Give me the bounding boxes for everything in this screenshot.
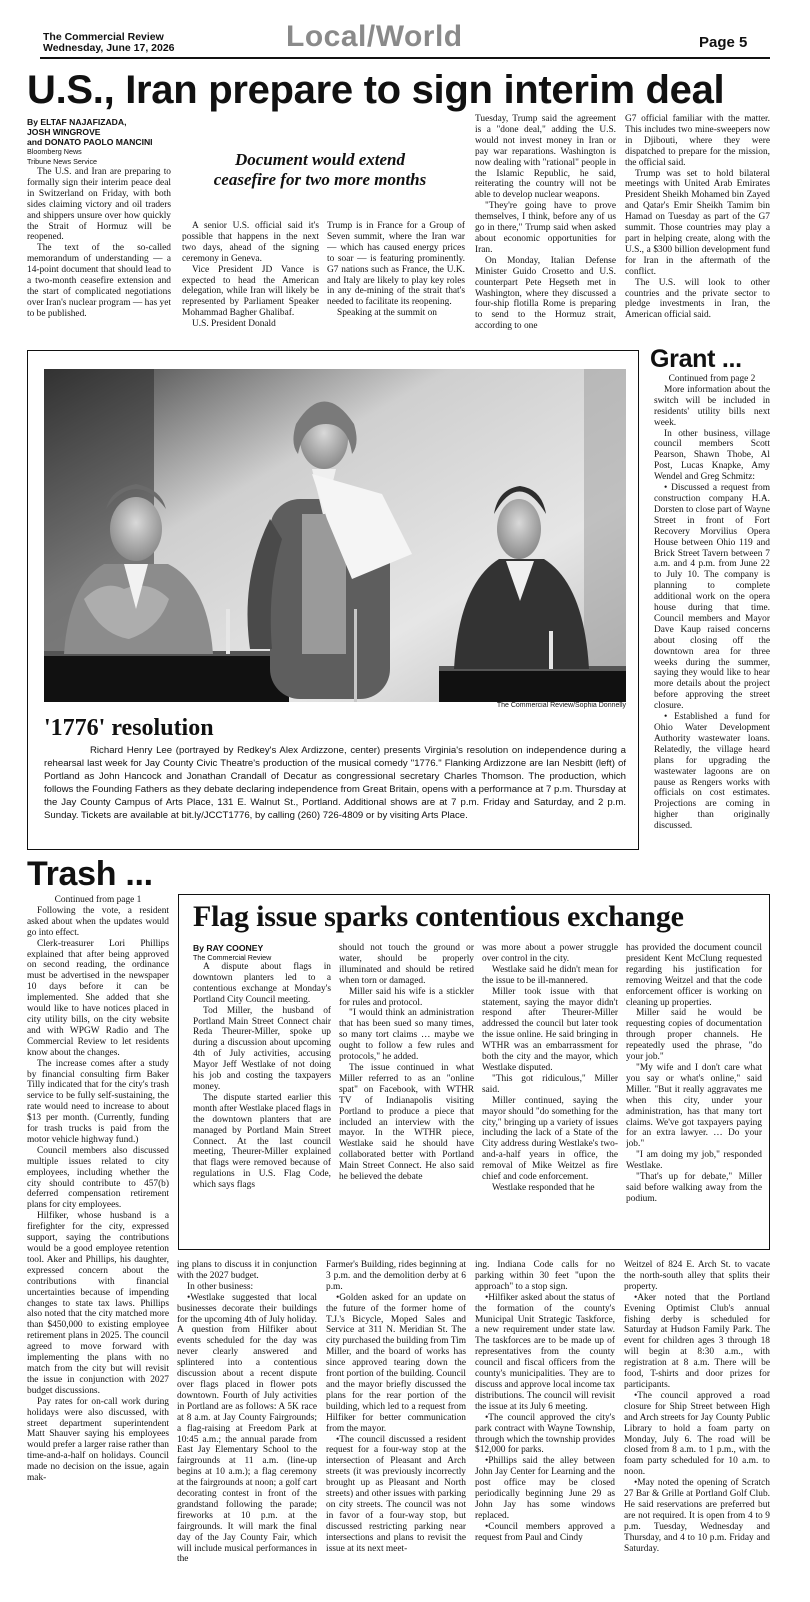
lead-headline: U.S., Iran prepare to sign interim deal	[27, 68, 725, 112]
paragraph: More information about the switch will be included in residents' utility bills next week.	[654, 384, 770, 428]
paragraph: Pay rates for on-call work during holidays were also discussed, with street department superintendent Matt Shauver saying his employees would prefer a larger raise rather than time-and-a-half on holidays. Council made no decision on the issue, again mak-	[27, 1396, 169, 1484]
paragraph: Trump is in France for a Group of Seven summit, where the Iran war — which has caused energy prices to soar — is featuring prominently. G7 nations such as France, the U.K. and Italy are likely to play key roles in any de-mining of the strait that's needed to facilitate its reopening.	[327, 221, 465, 308]
paragraph: •Westlake suggested that local businesses decorate their buildings for the upcoming 4th of July holiday. A question from Hilfiker about events scheduled for the day was never clearly answered and splintered into a contentious discussion about a recent dispute over flags placed in flower pots downtown. Fourth of July activities in Portland are as follows: A 5K race at 8 a.m. at Jay County Fairgrounds; a flag-raising at Freedom Park at 10:45 a.m.; the annual parade from East Jay Elementary School to the fairgrounds at 11 a.m. (line-up begins at 10 a.m.); a flag ceremony at the fairgrounds at noon; a golf cart decorating contest in front of the grandstand following the parade; fireworks at 10 p.m. at the fairgrounds. It will mark the final day of the Jay County Fair, which will include musical performances in the	[177, 1292, 317, 1565]
paragraph: •Hilfiker asked about the status of the formation of the county's Municipal Unit Strategic Taskforce, a new requirement under state law. The taskforces are to be made up of representatives from the county council and fiscal officers from the county's municipalities. They are to discuss and approve local income tax distributions. The council will revisit the issue at its July 6 meeting.	[475, 1292, 615, 1412]
paragraph: •Council members approved a request from Paul and Cindy	[475, 1521, 615, 1543]
lead-col-3	[327, 221, 465, 337]
paragraph: was more about a power struggle over control in the city.	[482, 943, 618, 964]
lead-col-4	[475, 114, 616, 337]
paragraph: Speaking at the summit on	[337, 308, 437, 319]
paragraph: ing plans to discuss it in conjunction with the 2027 budget.	[177, 1260, 317, 1281]
trash-col-4	[475, 1260, 615, 1573]
paragraph: Miller continued, saying the mayor should "do something for the city," bringing up a variety of issues including the lack of a State of the City address during Westlake's two-and-a-half years in office, the removal of Mike Weitzel as fire chief and code enforcement.	[482, 1095, 618, 1183]
paragraph: The text of the so-called memorandum of understanding — a 14-point document that should lead to a two-month ceasefire extension and the start of complicated negotiations over Iran's nuclear program — has yet to be published.	[27, 243, 171, 319]
paragraph: should not touch the ground or water, should be properly illuminated and should be retired when torn or damaged.	[339, 943, 474, 986]
byline-name-1: By ELTAF NAJAFIZADA,	[27, 117, 127, 127]
paragraph: •The council discussed a resident request for a four-way stop at the intersection of Pleasant and Arch streets (it was previously incorrectly brought up as Pleasant and North streets) and other issues with parking on city streets. The council was not in favor of a four-way stop, but discussed restricting parking near intersections and plans to revisit the issue at its next meet-	[326, 1434, 466, 1554]
rehearsal-photo	[44, 369, 626, 702]
paragraph: In other business, village council members Scott Pearson, Shawn Thobe, Al Post, Lucas Knapke, Amy Wendel and Greg Schmitz:	[654, 428, 770, 483]
paragraph: The U.S. and Iran are preparing to formally sign their interim peace deal in Switzerland on Friday, with both sides claiming victory and oil traders and shippers unsure over how quickly the Strait of Hormuz will be reopened.	[27, 167, 171, 243]
paragraph: "That's up for debate," Miller said before walking away from the podium.	[626, 1172, 762, 1204]
byline-org-2: Tribune News Service	[27, 157, 98, 166]
masthead-rule	[40, 57, 770, 59]
paragraph: The increase comes after a study by financial consulting firm Baker Tilly indicated that for the city's trash service to be fully self-sustaining, the rate would need to increase to about $13 per month. (Currently, funding for trash trucks is paid from the motor vehicle highway fund.)	[27, 1058, 169, 1145]
paragraph: "This got ridiculous," Miller said.	[482, 1073, 618, 1095]
paragraph: Weitzel of 824 E. Arch St. to vacate the north-south alley that splits their property.	[624, 1260, 770, 1292]
paragraph: Westlake said he didn't mean for the issue to be ill-mannered.	[482, 964, 618, 986]
paragraph: "I would think an administration that has been sued so many times, so many tort claims … maybe we ought to follow a few rules and protocols," he added.	[339, 1008, 474, 1063]
paragraph: "They're going have to prove themselves, I think, before any of us go in there," Trump said when asked about economic opportunities for Iran.	[475, 201, 616, 255]
flag-headline: Flag issue sparks contentious exchange	[193, 900, 684, 933]
grant-headline: Grant ...	[650, 345, 742, 373]
paragraph: •The council approved a road closure for Ship Street between High and Arch streets for Jay County Public Library to hold a foam party on Monday, July 6. The road will be closed from 8 a.m. to 1 p.m., with the foam party scheduled for 10 a.m. to noon.	[624, 1390, 770, 1478]
paragraph: G7 official familiar with the matter. This includes two mine-sweepers now in Djibouti, where they were dispatched to prepare for the mission, the official said.	[625, 114, 770, 168]
paragraph: Council members also discussed multiple issues related to city employees, including whether the city should contribute to 457(b) deferred compensation retirement plans for city employees.	[27, 1145, 169, 1211]
paragraph: Miller said he would be requesting copies of documentation through proper channels. He repeatedly used the phrase, "do your job."	[626, 1008, 762, 1063]
paragraph: Hilfiker, whose husband is a firefighter for the city, expressed support, saying the contributions would be a good employee retention tool. Aker and Phillips, his daughter, expressed concern about the contributions with financial uncertainties because of impending changes to state tax laws. Phillips also noted that the city matched more than $450,000 to existing employee retirement plans in 2025. The council agreed to move forward with implementing the plans with no match from the city but will revisit the issue in conjunction with 2027 budget discussions.	[27, 1211, 169, 1396]
deck-line-2: ceasefire for two more months	[213, 170, 427, 189]
paragraph: •Golden asked for an update on the future of the former home of T.J.'s Bicycle, Moped Sales and Service at 311 N. Meridian St. The city purchased the building from Tim Miller, and the board of works has since approved tearing down the front portion of the building. Council and the mayor briefly discussed the plans for the rear portion of the building, which led to a request from Hilfiker for better communication from the mayor.	[326, 1292, 466, 1434]
paragraph: Tod Miller, the husband of Portland Main Street Connect chair Reda Theurer-Miller, spoke up during a discussion about upcoming 4th of July activities, accusing Mayor Jeff Westlake of not doing his job and costing the taxpayers money.	[193, 1005, 331, 1092]
trash-col-1	[27, 895, 169, 1573]
trash-col-2	[177, 1260, 317, 1573]
continued-line: Continued from page 2	[668, 374, 756, 384]
paragraph: In other business:	[187, 1281, 254, 1292]
paragraph: "My wife and I don't care what you say or what's online," said Miller. "But it really aggravates me when this city, under your administration, has that many tort claims. We've got taxpayers paying for an extra lawyer. … Do your job."	[626, 1062, 762, 1150]
paragraph: Trump was set to hold bilateral meetings with United Arab Emirates President Sheikh Mohamed bin Zayed and Qatar's Emir Sheikh Tamim bin Hamad on Tuesday as part of the G7 summit. Those countries may play a part in helping create, along with the U.S., a $300 billion development fund for Iran in the aftermath of the conflict.	[625, 168, 770, 277]
lead-byline	[27, 117, 177, 167]
paragraph: ing. Indiana Code calls for no parking within 30 feet "upon the approach" to a stop sign.	[475, 1260, 615, 1292]
trash-col-3	[326, 1260, 466, 1573]
lead-col-1	[27, 167, 171, 337]
paragraph: has provided the document council president Kent McClung requested regarding his justification for removing Weitzel and that the code enforcement officer is working on cleaning up properties.	[626, 943, 762, 1008]
photo-caption: Richard Henry Lee (portrayed by Redkey's Alex Ardizzone, center) presents Virginia's resolution on independence during a rehearsal last week for Jay County Civic Theatre's production of the musical comedy "1776." Flanking Ardizzone are Ian Nesbitt (left) of Portland as John Hancock and Jonathan Crandall of Decatur as congressional secretary Charles Thomson. The production, which follows the Founding Fathers as they debate declaring independence from Great Britain, opens with a performance at 7 p.m. Thursday at the Jay County Campus of Arts Place, 131 E. Walnut St., Portland. Additional shows are at 7 p.m. Friday and Saturday, and 2 p.m. Sunday. Tickets are available at bit.ly/JCCT1776, by calling (260) 726-4809 or by visiting Arts Place.	[44, 745, 626, 821]
lead-deck	[180, 150, 460, 190]
paragraph: •May noted the opening of Scratch 27 Bar & Grille at Portland Golf Club. He said reservations are preferred but are not required. It is open from 4 to 9 p.m. Tuesday, Wednesday and Thursday, and 4 to 10 p.m. Friday and Saturday.	[624, 1478, 770, 1554]
paragraph: Vice President JD Vance is expected to head the American delegation, while Iran will likely be represented by Parliament Speaker Mohammad Bagher Ghalibaf.	[182, 264, 319, 319]
flag-col-3	[482, 943, 618, 1247]
byline-org: Bloomberg News	[27, 147, 82, 156]
photo-credit: The Commercial Review/Sophia Donnelly	[496, 702, 626, 709]
flag-col-4	[626, 943, 762, 1247]
paragraph: Miller took issue with that statement, saying the mayor didn't respond after Theurer-Miller addressed the council but later took the issue online. He said bringing in WTHR was an embarrassment for both the city and the mayor, which Westlake disputed.	[482, 986, 618, 1073]
trash-headline: Trash ...	[27, 855, 153, 893]
flag-byline	[193, 943, 271, 963]
deck-line-1: Document would extend	[234, 150, 405, 169]
page-number: Page 5	[699, 34, 748, 51]
paragraph: The U.S. will look to other countries and the private sector to pledge investments in Iran, the American official said.	[625, 277, 770, 321]
paragraph: •The council approved the city's park contract with Wayne Township, through which the township provides $12,000 for parks.	[475, 1412, 615, 1456]
paragraph: • Established a fund for Ohio Water Development Authority wastewater loans. Relatedly, the village heard plans for upgrading the wastewater lagoons are on pause as Rengers works with officials on cost estimates. Projections are coming in higher than originally discussed.	[654, 712, 770, 832]
paragraph: "I am doing my job," responded Westlake.	[626, 1150, 762, 1172]
paragraph: Following the vote, a resident asked about when the updates would go into effect.	[27, 905, 169, 938]
paragraph: Miller said his wife is a stickler for rules and protocol.	[339, 986, 474, 1008]
lead-col-2	[182, 221, 319, 337]
byline-name-3: and DONATO PAOLO MANCINI	[27, 137, 153, 147]
paragraph: A dispute about flags in downtown planters led to a contentious exchange at Monday's Portland City Council meeting.	[193, 962, 331, 1005]
paragraph: The issue continued in what Miller referred to as an "online spat" on Facebook, with WTHR TV of Indianapolis visiting Portland to produce a piece that included an interview with the mayor. In the WTHR piece, Westlake said he should have collaborated better with Portland Main Street Connect. He also said he believed the debate	[339, 1062, 474, 1183]
issue-date: Wednesday, June 17, 2026	[43, 42, 175, 54]
continued-line: Continued from page 1	[54, 895, 142, 905]
grant-body	[654, 374, 770, 848]
paragraph: The dispute started earlier this month after Westlake placed flags in the downtown planters that are managed by Portland Main Street Connect. At the last council meeting, Theurer-Miller explained that flags were removed because of regulations in U.S. Flag Code, which says flags	[193, 1092, 331, 1191]
paper-name: The Commercial Review	[43, 31, 164, 43]
flag-col-1	[193, 962, 331, 1247]
section-title: Local/World	[286, 20, 463, 53]
trash-col-5	[624, 1260, 770, 1573]
paragraph: A senior U.S. official said it's possible that happens in the next two days, ahead of the signing ceremony in Geneva.	[182, 221, 319, 264]
paragraph: Tuesday, Trump said the agreement is a "done deal," adding the U.S. would not invest money in Iran or pay war reparations. Washington is now dealing with "rational" people in the Islamic Republic, he said, reiterating the country will not be able to develop nuclear weapons.	[475, 114, 616, 201]
paragraph: Farmer's Building, rides beginning at 3 p.m. and the demolition derby at 6 p.m.	[326, 1260, 466, 1292]
paragraph: On Monday, Italian Defense Minister Guido Crosetto and U.S. counterpart Pete Hegseth met in Washington, where they discussed a four-ship flotilla Rome is preparing to send to the Hormuz strait, according to one	[475, 255, 616, 332]
byline-name-2: JOSH WINGROVE	[27, 127, 101, 137]
photo-title: '1776' resolution	[44, 715, 214, 741]
lead-col-5	[625, 114, 770, 337]
paragraph: Clerk-treasurer Lori Phillips explained that after being approved on second reading, the ordinance must be advertised in the newspaper 10 days before it can be implemented. She added that she would like to have notices placed in city utility bills, on the city website and with WPGW Radio and The Commercial Review to let residents know about the changes.	[27, 938, 169, 1058]
paragraph: • Discussed a request from construction company H.A. Dorsten to close part of Wayne Street in front of Fort Recovery Morvilius Opera House between Ohio 119 and Brick Street Tavern between 7 a.m. and 4 p.m. from June 22 to July 10. The company is planning to complete additional work on the opera house during that time. Council members and Mayor Dave Kaup raised concerns about closing off the downtown area for three weeks during the summer, saying they would like to hear more details about the project before approving the street closure.	[654, 483, 770, 712]
photo-image	[44, 369, 626, 702]
paragraph: •Phillips said the alley between John Jay Center for Learning and the post office may be closed periodically beginning June 29 as John Jay has some windows replaced.	[475, 1456, 615, 1521]
paragraph: •Aker noted that the Portland Evening Optimist Club's annual fishing derby is scheduled for Saturday at Hudson Family Park. The event for children ages 3 through 18 will begin at 8:30 a.m., with registration at 8 a.m. There will be food, T-shirts and door prizes for participants.	[624, 1292, 770, 1390]
flag-byline-name: By RAY COONEY	[193, 943, 264, 953]
flag-col-2	[339, 943, 474, 1247]
flag-byline-org: The Commercial Review	[193, 953, 272, 962]
paragraph: U.S. President Donald	[192, 319, 276, 330]
paragraph: Westlake responded that he	[492, 1182, 595, 1193]
